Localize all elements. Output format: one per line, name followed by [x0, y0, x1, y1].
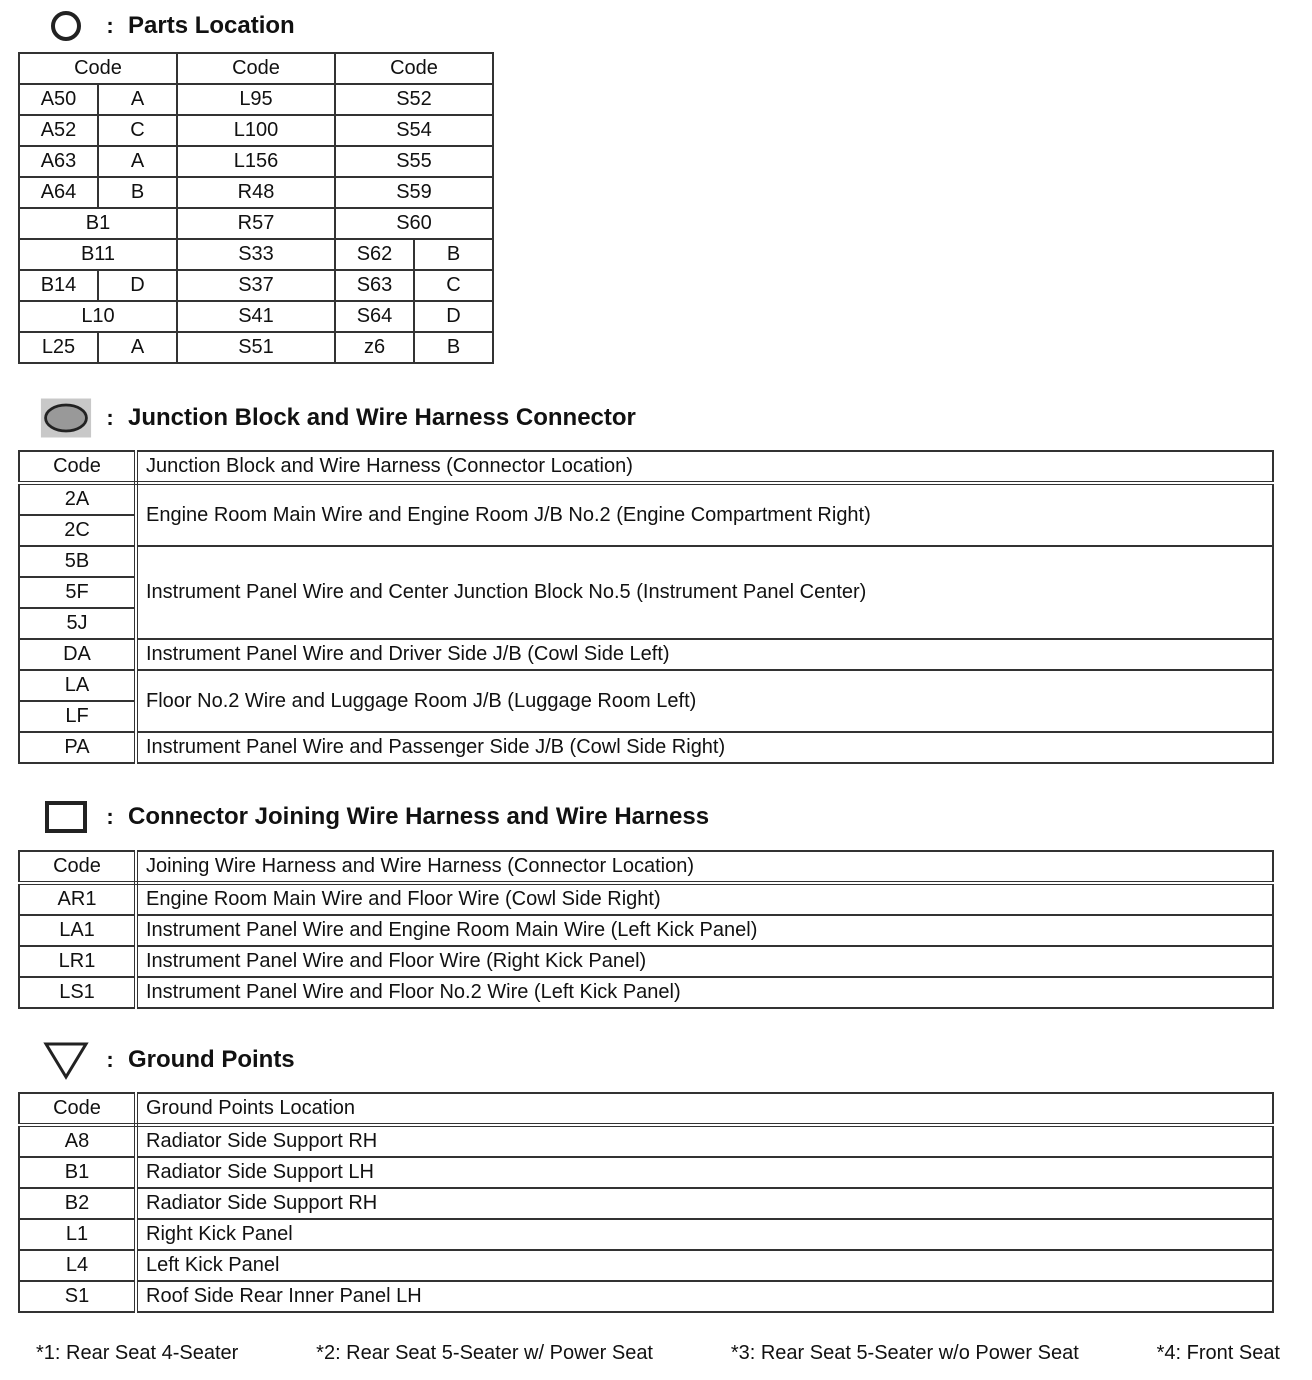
table-row: [19, 270, 493, 301]
table-header-row: [19, 53, 493, 84]
part-code-cell: S51: [177, 332, 335, 363]
part-code-cell: S60: [335, 208, 493, 239]
footnote: *4: Front Seat: [1156, 1342, 1280, 1364]
rounded-connector-icon: [40, 398, 92, 438]
code-cell: B1: [19, 1157, 136, 1188]
square-icon: [40, 797, 92, 837]
column-header: Code: [177, 53, 335, 84]
part-location-letter: A: [98, 332, 177, 363]
description-cell: Right Kick Panel: [136, 1219, 1273, 1250]
description-cell: Engine Room Main Wire and Floor Wire (Cowl Side Right): [136, 883, 1273, 915]
table-header-row: [19, 451, 1273, 483]
table-row: [19, 883, 1273, 915]
part-code-cell: L10: [19, 301, 177, 332]
code-cell: LA: [19, 670, 136, 701]
code-cell: 2C: [19, 515, 136, 546]
code-cell: 2A: [19, 483, 136, 515]
connector-joining-table: [18, 850, 1274, 1009]
part-location-letter: B: [414, 239, 493, 270]
table-row: [19, 946, 1273, 977]
part-location-letter: B: [414, 332, 493, 363]
part-location-letter: C: [414, 270, 493, 301]
part-code-cell: S41: [177, 301, 335, 332]
table-row: [19, 1219, 1273, 1250]
section-title: Junction Block and Wire Harness Connector: [128, 404, 636, 431]
table-row: [19, 1281, 1273, 1312]
part-code-cell: A52: [19, 115, 98, 146]
code-cell: A8: [19, 1125, 136, 1157]
part-code-cell: S62: [335, 239, 414, 270]
circle-icon: [40, 6, 92, 46]
triangle-down-icon: [40, 1040, 92, 1080]
description-cell: Roof Side Rear Inner Panel LH: [136, 1281, 1273, 1312]
footnote: *2: Rear Seat 5-Seater w/ Power Seat: [316, 1342, 653, 1364]
footnotes: [36, 1342, 1280, 1372]
footnote: *3: Rear Seat 5-Seater w/o Power Seat: [730, 1342, 1079, 1364]
column-header: Code: [19, 53, 177, 84]
table-row: [19, 1157, 1273, 1188]
code-cell: S1: [19, 1281, 136, 1312]
ground-points-table: [18, 1092, 1274, 1313]
code-cell: 5J: [19, 608, 136, 639]
description-cell: Left Kick Panel: [136, 1250, 1273, 1281]
description-cell: Floor No.2 Wire and Luggage Room J/B (Luggage Room Left): [136, 670, 1273, 732]
table-row: [19, 670, 1273, 701]
code-cell: 5F: [19, 577, 136, 608]
code-column-header: Code: [19, 1093, 136, 1125]
junction-block-heading: [40, 398, 636, 438]
part-code-cell: B14: [19, 270, 98, 301]
code-cell: PA: [19, 732, 136, 763]
code-cell: L1: [19, 1219, 136, 1250]
table-row: [19, 84, 493, 115]
part-code-cell: S33: [177, 239, 335, 270]
description-column-header: Ground Points Location: [136, 1093, 1273, 1125]
colon: :: [106, 1047, 114, 1072]
part-code-cell: A64: [19, 177, 98, 208]
part-location-letter: B: [98, 177, 177, 208]
table-header-row: [19, 1093, 1273, 1125]
column-header: Code: [335, 53, 493, 84]
part-location-letter: C: [98, 115, 177, 146]
table-row: [19, 239, 493, 270]
section-title: Parts Location: [128, 12, 295, 39]
table-row: [19, 546, 1273, 577]
section-title: Connector Joining Wire Harness and Wire Harness: [128, 803, 710, 830]
part-code-cell: B1: [19, 208, 177, 239]
part-location-letter: D: [414, 301, 493, 332]
colon: :: [106, 13, 114, 38]
table-row: [19, 301, 493, 332]
code-cell: LS1: [19, 977, 136, 1008]
table-row: [19, 115, 493, 146]
connector-joining-heading: [40, 797, 709, 837]
description-cell: Instrument Panel Wire and Floor Wire (Right Kick Panel): [136, 946, 1273, 977]
table-header-row: [19, 851, 1273, 883]
part-location-letter: A: [98, 84, 177, 115]
table-row: [19, 208, 493, 239]
part-code-cell: A63: [19, 146, 98, 177]
description-cell: Engine Room Main Wire and Engine Room J/B No.2 (Engine Compartment Right): [136, 483, 1273, 546]
description-cell: Instrument Panel Wire and Driver Side J/B (Cowl Side Left): [136, 639, 1273, 670]
code-cell: AR1: [19, 883, 136, 915]
ground-points-heading: [40, 1040, 295, 1080]
junction-block-table: [18, 450, 1274, 764]
code-cell: LF: [19, 701, 136, 732]
code-cell: LR1: [19, 946, 136, 977]
code-cell: DA: [19, 639, 136, 670]
table-row: [19, 146, 493, 177]
colon: :: [106, 804, 114, 829]
part-code-cell: A50: [19, 84, 98, 115]
table-row: [19, 915, 1273, 946]
part-code-cell: S52: [335, 84, 493, 115]
part-location-letter: D: [98, 270, 177, 301]
code-cell: L4: [19, 1250, 136, 1281]
part-code-cell: L95: [177, 84, 335, 115]
table-row: [19, 1125, 1273, 1157]
table-row: [19, 1250, 1273, 1281]
description-cell: Radiator Side Support LH: [136, 1157, 1273, 1188]
description-cell: Radiator Side Support RH: [136, 1188, 1273, 1219]
table-row: [19, 639, 1273, 670]
table-row: [19, 177, 493, 208]
part-code-cell: L100: [177, 115, 335, 146]
part-code-cell: B11: [19, 239, 177, 270]
section-title: Ground Points: [128, 1046, 295, 1073]
table-row: [19, 977, 1273, 1008]
part-code-cell: S64: [335, 301, 414, 332]
part-code-cell: S55: [335, 146, 493, 177]
code-cell: 5B: [19, 546, 136, 577]
part-code-cell: S59: [335, 177, 493, 208]
description-cell: Instrument Panel Wire and Engine Room Main Wire (Left Kick Panel): [136, 915, 1273, 946]
description-cell: Radiator Side Support RH: [136, 1125, 1273, 1157]
part-code-cell: R57: [177, 208, 335, 239]
part-code-cell: R48: [177, 177, 335, 208]
description-cell: Instrument Panel Wire and Floor No.2 Wire (Left Kick Panel): [136, 977, 1273, 1008]
colon: :: [106, 405, 114, 430]
table-row: [19, 483, 1273, 515]
code-cell: B2: [19, 1188, 136, 1219]
part-location-letter: A: [98, 146, 177, 177]
part-code-cell: S54: [335, 115, 493, 146]
part-code-cell: L25: [19, 332, 98, 363]
code-column-header: Code: [19, 451, 136, 483]
table-row: [19, 732, 1273, 763]
parts-location-heading: [40, 6, 295, 46]
part-code-cell: S63: [335, 270, 414, 301]
description-column-header: Joining Wire Harness and Wire Harness (Connector Location): [136, 851, 1273, 883]
part-code-cell: L156: [177, 146, 335, 177]
code-cell: LA1: [19, 915, 136, 946]
part-code-cell: z6: [335, 332, 414, 363]
code-column-header: Code: [19, 851, 136, 883]
description-cell: Instrument Panel Wire and Center Junction Block No.5 (Instrument Panel Center): [136, 546, 1273, 639]
part-code-cell: S37: [177, 270, 335, 301]
table-row: [19, 1188, 1273, 1219]
description-cell: Instrument Panel Wire and Passenger Side J/B (Cowl Side Right): [136, 732, 1273, 763]
table-row: [19, 332, 493, 363]
parts-location-table: [18, 52, 494, 364]
description-column-header: Junction Block and Wire Harness (Connector Location): [136, 451, 1273, 483]
footnote: *1: Rear Seat 4-Seater: [36, 1342, 239, 1364]
